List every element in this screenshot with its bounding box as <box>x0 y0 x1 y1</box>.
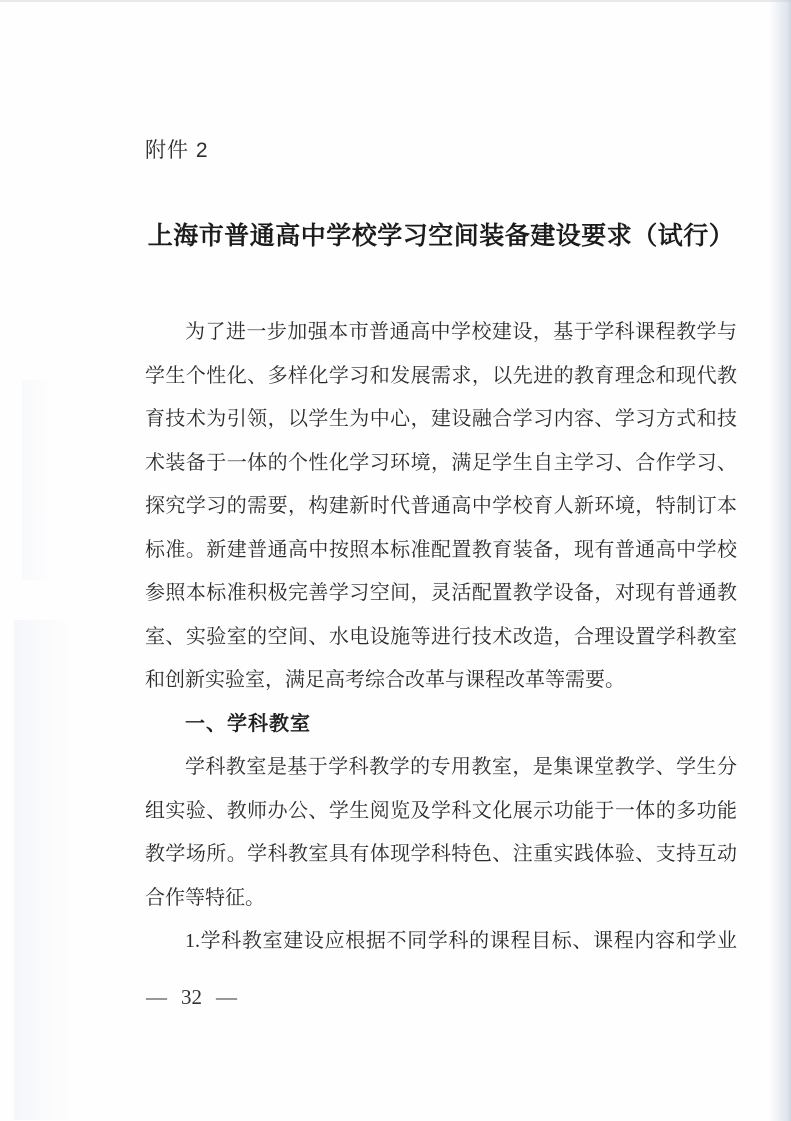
scan-edge-top <box>0 0 791 2</box>
body-line: 合作等特征。 <box>145 886 265 909</box>
document-body <box>145 311 737 964</box>
body-line: 学生个性化、多样化学习和发展需求，以先进的教育理念和现代教 <box>145 364 737 387</box>
body-line: 和创新实验室，满足高考综合改革与课程改革等需要。 <box>145 669 625 691</box>
document-title: 上海市普通高中学校学习空间装备建设要求（试行） <box>147 223 735 250</box>
scan-edge-shadow <box>769 0 791 1121</box>
body-line: 学科教室是基于学科教学的专用教室，是集课堂教学、学生分 <box>185 756 737 778</box>
body-line: 教学场所。学科教室具有体现学科特色、注重实践体验、支持互动 <box>145 843 737 865</box>
body-line: 为了进一步加强本市普通高中学校建设，基于学科课程教学与 <box>185 321 737 343</box>
page-number: 32 <box>181 985 202 1009</box>
scan-artifact-streak <box>22 380 52 580</box>
body-line: 组实验、教师办公、学生阅览及学科文化展示功能于一体的多功能 <box>145 799 737 822</box>
body-line: 1.学科教室建设应根据不同学科的课程目标、课程内容和学业 <box>185 930 737 952</box>
footer-dash: — <box>146 985 167 1009</box>
body-line: 参照本标准积极完善学习空间，灵活配置教学设备，对现有普通教 <box>145 582 737 604</box>
scan-artifact-streak <box>14 620 74 1120</box>
body-line: 探究学习的需要，构建新时代普通高中学校育人新环境，特制订本 <box>145 495 737 517</box>
attachment-label: 附件 2 <box>145 139 209 162</box>
body-line: 标准。新建普通高中按照本标准配置教育装备，现有普通高中学校 <box>145 538 737 561</box>
body-line: 术装备于一体的个性化学习环境，满足学生自主学习、合作学习、 <box>145 451 737 474</box>
section-heading: 一、学科教室 <box>185 712 311 735</box>
body-line: 室、实验室的空间、水电设施等进行技术改造，合理设置学科教室 <box>145 625 737 648</box>
footer-dash: — <box>216 985 237 1009</box>
body-line: 育技术为引领，以学生为中心，建设融合学习内容、学习方式和技 <box>145 408 737 430</box>
page-number-footer <box>146 983 237 1011</box>
